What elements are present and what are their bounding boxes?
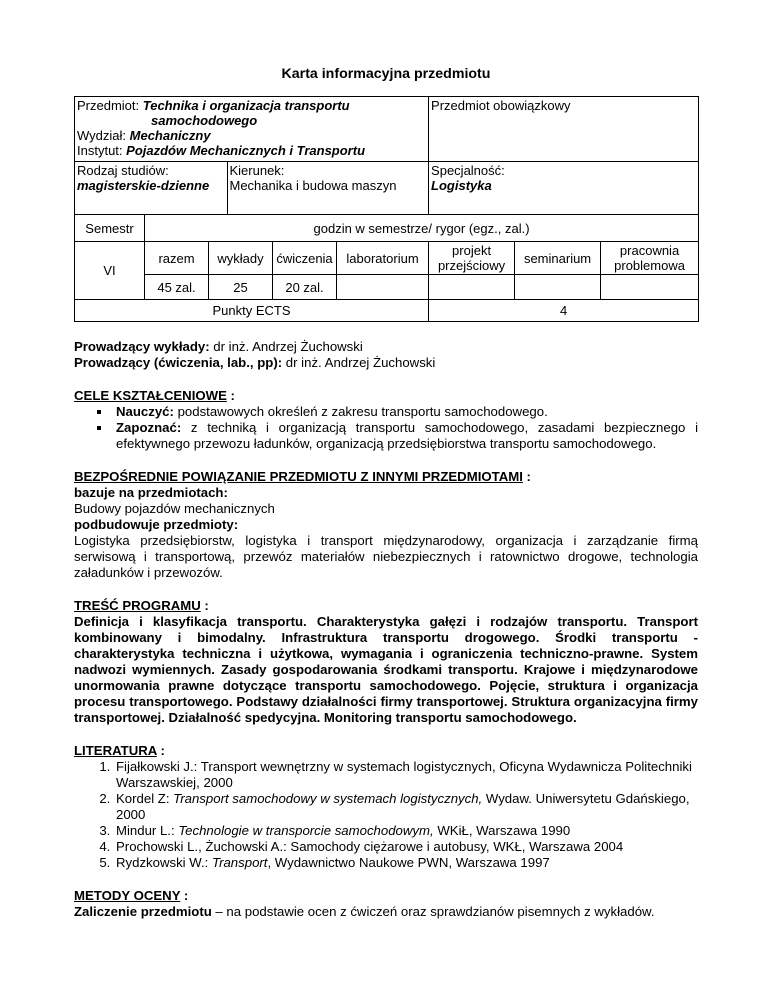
literature-heading: LITERATURA <box>74 743 157 758</box>
hours-value <box>515 275 601 300</box>
bazuje-value: Budowy pojazdów mechanicznych <box>74 501 275 516</box>
wyk-label: Prowadzący wykłady: <box>74 339 210 354</box>
table-row <box>75 300 699 322</box>
assessment-heading: METODY OCENY <box>74 888 181 903</box>
goal-text: podstawowych określeń z zakresu transportu samochodowego. <box>173 404 548 419</box>
instytut-value: Pojazdów Mechanicznych i Transportu <box>126 143 366 158</box>
kierunek-label: Kierunek: <box>229 163 285 178</box>
przedmiot-value: Technika i organizacja transportu <box>142 98 350 113</box>
hours-header: wykłady <box>209 242 273 275</box>
lit-text: Rydzkowski W.: <box>116 855 212 870</box>
bazuje-label: bazuje na przedmiotach: <box>74 485 228 500</box>
hours-header: projekt przejściowy <box>429 242 515 275</box>
table-row <box>75 162 699 215</box>
kierunek-cell <box>227 162 428 214</box>
list-item <box>114 791 698 823</box>
literature-list <box>74 759 698 871</box>
goals-section <box>74 388 698 452</box>
ects-value: 4 <box>429 300 699 322</box>
relations-heading: BEZPOŚREDNIE POWIĄZANIE PRZEDMIOTU Z INNYMI PRZEDMIOTAMI <box>74 469 523 484</box>
lit-text: Fijałkowski J.: Transport wewnętrzny w systemach logistycznych, Oficyna Wydawnicza Politechniki Warszawskiej, 2000 <box>116 759 692 790</box>
podbudowuje-label: podbudowuje przedmioty: <box>74 517 239 532</box>
list-item <box>112 420 698 452</box>
assessment-label: Zaliczenie przedmiotu <box>74 904 212 919</box>
hours-value <box>337 275 429 300</box>
przedmiot-label: Przedmiot: <box>77 98 140 113</box>
list-item <box>112 404 698 420</box>
table-row <box>75 215 699 242</box>
hours-header: pracownia problemowa <box>601 242 699 275</box>
course-info-table <box>74 96 699 322</box>
lit-text: WKiŁ, Warszawa 1990 <box>433 823 571 838</box>
podbudowuje-value: Logistyka przedsiębiorstw, logistyka i transport międzynarodowy, organizacja i zarządzanie firmą serwisową i transportową, przewóz materiałów niebezpiecznych i ratownictwo drogowe, technologia załadunków i przewozów. <box>74 533 698 580</box>
hours-value <box>601 275 699 300</box>
lit-text: Wydaw. Uniwersytetu Gdańskiego, 2000 <box>116 791 690 822</box>
lit-text: Prochowski L., Żuchowski A.: Samochody ciężarowe i autobusy, WKŁ, Warszawa 2004 <box>116 839 624 854</box>
wydzial-value: Mechaniczny <box>129 128 211 143</box>
lit-text: Kordel Z: <box>116 791 174 806</box>
hours-header: ćwiczenia <box>273 242 337 275</box>
lit-title: Transport samochodowy w systemach logistycznych, <box>173 791 483 806</box>
kierunek-value: Mechanika i budowa maszyn <box>229 178 397 193</box>
obligatory-cell <box>429 97 699 162</box>
semestr-header: Semestr <box>75 215 145 242</box>
list-item <box>114 823 698 839</box>
przedmiot-value-cont: samochodowego <box>151 113 258 128</box>
list-item <box>114 839 698 855</box>
hours-header: razem <box>145 242 209 275</box>
goals-list <box>74 404 698 452</box>
hours-header: seminarium <box>515 242 601 275</box>
assessment-colon: : <box>180 888 189 903</box>
program-section <box>74 598 698 726</box>
rodzaj-cell <box>75 162 227 214</box>
hours-value: 45 zal. <box>145 275 209 300</box>
semestr-value: VI <box>75 242 145 300</box>
literature-section <box>74 743 698 871</box>
hours-header: laboratorium <box>337 242 429 275</box>
program-text: Definicja i klasyfikacja transportu. Charakterystyka gałęzi i rodzajów transportu. Transport kombinowany i bimodalny. Infrastruktura transportu drogowego. Środki transportu - charakterystyka techniczna i użytkowa, wymagania i ograniczenia techniczno-prawne. System nadwozi wymiennych. Zasady gospodarowania środkami transportu. Krajowe i międzynarodowe unormowania prawne dotyczące transportu samochodowego. Pojęcie, struktura i organizacja procesu transportowego. Podstawy działalności firmy transportowej. Struktura organizacyjna firmy transportowej. Działalność spedycyjna. Monitoring transportu samochodowego. <box>74 614 698 725</box>
document-page <box>74 66 698 920</box>
list-item <box>114 759 698 791</box>
lecturers-block <box>74 339 698 371</box>
list-item <box>114 855 698 871</box>
hours-value: 25 <box>209 275 273 300</box>
lit-title: Technologie w transporcie samochodowym, <box>178 823 434 838</box>
specialization-cell <box>429 162 699 215</box>
literature-colon: : <box>156 743 165 758</box>
wydzial-label: Wydział: <box>77 128 127 143</box>
cw-label: Prowadzący (ćwiczenia, lab., pp): <box>74 355 283 370</box>
goal-label: Zapoznać: <box>116 420 182 435</box>
relations-colon: : <box>522 469 531 484</box>
rodzaj-label: Rodzaj studiów: <box>77 163 169 178</box>
specjalnosc-label: Specjalność: <box>431 163 505 178</box>
rodzaj-value: magisterskie-dzienne <box>77 178 210 193</box>
study-type-cell <box>75 162 429 215</box>
specjalnosc-value: Logistyka <box>431 178 492 193</box>
assessment-text: – na podstawie ocen z ćwiczeń oraz sprawdzianów pisemnych z wykładów. <box>211 904 655 919</box>
goals-colon: : <box>226 388 235 403</box>
lit-text: Mindur L.: <box>116 823 179 838</box>
hours-value <box>429 275 515 300</box>
subject-cell <box>75 97 429 162</box>
goal-text: z techniką i organizacją transportu samochodowego, zasadami bezpiecznego i efektywnego przewozu ładunków, organizacją przedsiębiorstwa transportu samochodowego. <box>116 420 698 451</box>
lit-text: , Wydawnictwo Naukowe PWN, Warszawa 1997 <box>267 855 550 870</box>
lit-title: Transport <box>212 855 268 870</box>
table-row <box>75 97 699 162</box>
table-row <box>75 275 699 300</box>
goals-heading: CELE KSZTAŁCENIOWE <box>74 388 227 403</box>
hours-value: 20 zal. <box>273 275 337 300</box>
ects-label: Punkty ECTS <box>75 300 429 322</box>
program-heading: TREŚĆ PROGRAMU <box>74 598 201 613</box>
page-title: Karta informacyjna przedmiotu <box>281 66 491 82</box>
goal-label: Nauczyć: <box>116 404 174 419</box>
program-colon: : <box>200 598 209 613</box>
obowiazkowy-text: Przedmiot obowiązkowy <box>431 98 571 113</box>
assessment-section <box>74 888 698 920</box>
instytut-label: Instytut: <box>77 143 123 158</box>
relations-section <box>74 469 698 581</box>
godzin-header: godzin w semestrze/ rygor (egz., zal.) <box>145 215 699 242</box>
wyk-value: dr inż. Andrzej Żuchowski <box>213 339 363 354</box>
table-row <box>75 242 699 275</box>
cw-value: dr inż. Andrzej Żuchowski <box>285 355 436 370</box>
